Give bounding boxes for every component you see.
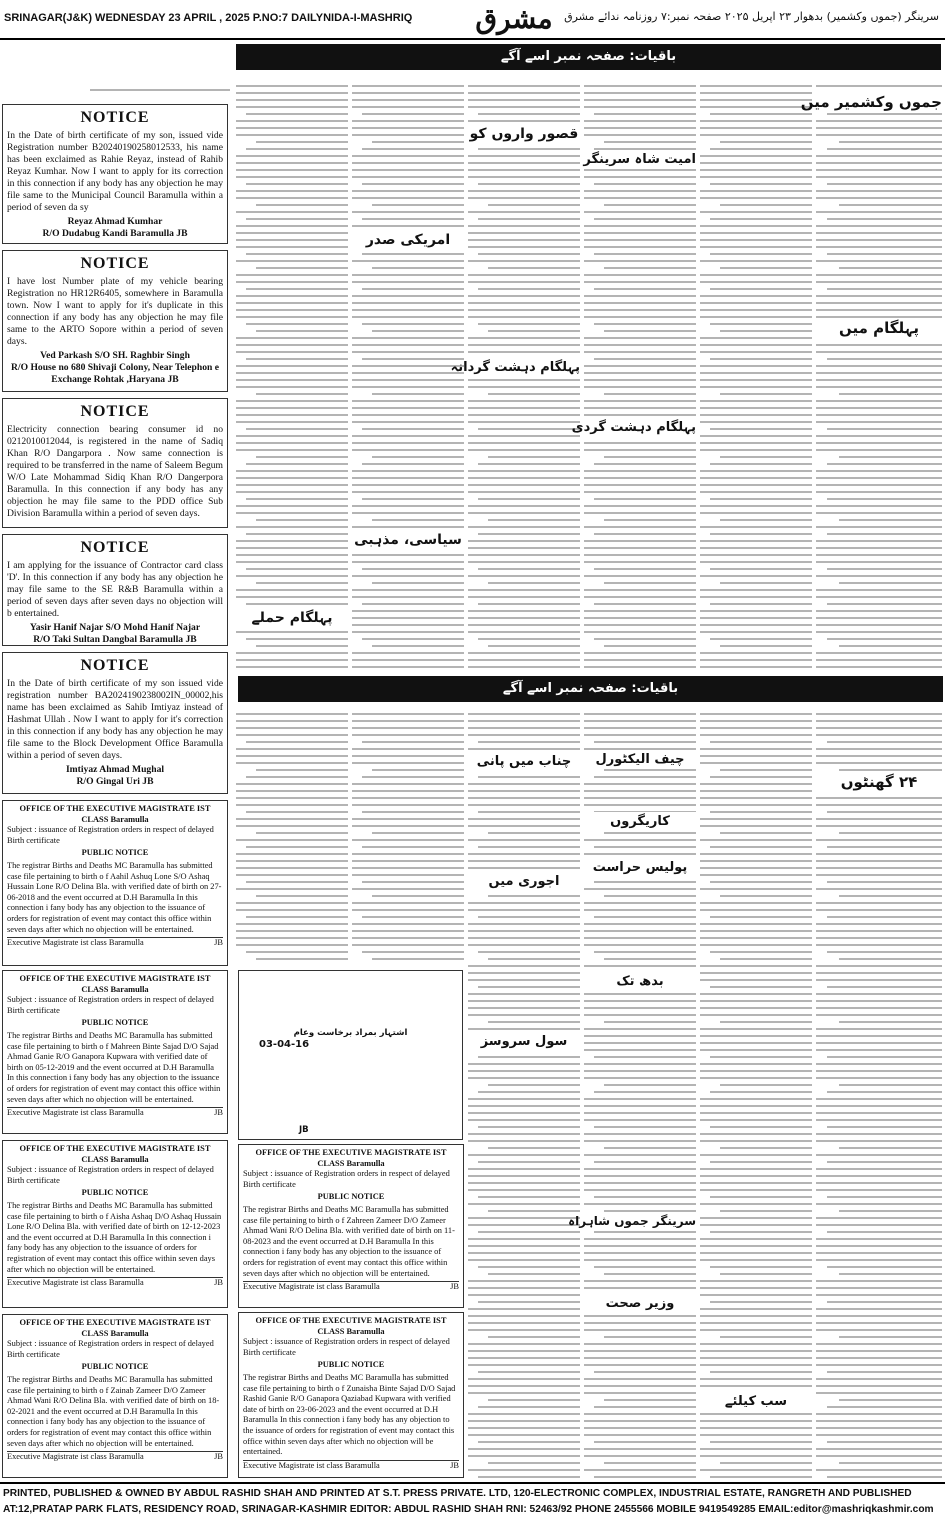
urdu-text-column [700, 80, 812, 670]
notice-1 [2, 104, 228, 244]
notice-signatory: Reyaz Ahmad Kumhar [67, 216, 163, 227]
urdu-headline: بدھ تک [584, 972, 696, 991]
notice-footer-code: JB [214, 1108, 223, 1118]
notice-heading: PUBLIC NOTICE [317, 1360, 385, 1370]
urdu-text-column [468, 708, 580, 1478]
notice-footer-office: Executive Magistrate ist class Baramulla [7, 1108, 144, 1118]
notice-footer [243, 1460, 459, 1472]
urdu-text-column [236, 80, 348, 670]
urdu-text-column [700, 708, 812, 1478]
urdu-text-column [352, 708, 464, 964]
notice-footer-code: JB [214, 1452, 223, 1462]
notice-body: The registrar Births and Deaths MC Baramulla has submitted case file pertaining to birth o f Zahreen Zameer D/O Zameer Ahmad Wani R/O Delina Bla. with verified date of birth on 11-08-2023 and the event occurred at D.H Baramulla In this connection i fany body has any objection to the issuance of orders for registration of event may contact this office within seven days after which no objection will be entertained. [243, 1204, 455, 1278]
continuation-banner-top [236, 44, 941, 70]
notice-address: R/O House no 680 Shivaji Colony, Near Telephon e Exchange Rohtak ,Haryana JB [11, 362, 219, 385]
notice-body: In the Date of birth certificate of my son issued vide registration number BA2024190238002IN_00002,his name has been exclaimed as Sahib Imtiyaz instead of Hashmat Ullah . Now I want to apply for it's correction in this connection if any body has any objection he may file same to the Block Development Office Baramulla within a period of seven days. [7, 678, 223, 761]
notice-address: R/O Taki Sultan Dangbal Baramulla JB [33, 634, 197, 645]
notice-subject: Subject : issuance of Registration orders in respect of delayed Birth certificate [7, 825, 214, 845]
urdu-text-column [816, 708, 942, 1478]
notice-body: The registrar Births and Deaths MC Baramulla has submitted case file pertaining to birth o f Zainab Zameer D/O Zameer Ahmad Wani R/O Delina Bla. with verified date of birth on 18-02-2021 and the event occurred at D.H Baramulla In this connection i fany body has any objection to the issuance of orders for registration of event may contact this office within seven days after which no objection will be entertained. [7, 1374, 220, 1448]
notice-address: R/O Dudabug Kandi Baramulla JB [42, 228, 188, 239]
executive-notice-3 [2, 1140, 228, 1308]
masthead-urdu-dateline: سرینگر (جموں وکشمیر) بدھوار ۲۳ اپریل ۲۰۲۵ صفحہ نمبر:۷ روزنامہ ندائے مشرق [564, 10, 939, 23]
notice-subject: Subject : issuance of Registration orders in respect of delayed Birth certificate [7, 995, 214, 1015]
notice-body: I have lost Number plate of my vehicle bearing Registration no HR12R6405, somewhere in Baramulla town. Now I want to apply for it's duplicate in this connection if any body has any objection he may file same to the ARTO Sopore within a period of seven days. [7, 276, 223, 347]
urdu-headline: پہلگام دہشت گردی [571, 420, 696, 435]
notice-heading: PUBLIC NOTICE [317, 1192, 385, 1202]
imprint-footer [0, 1482, 945, 1518]
notice-subject: Subject : issuance of Registration orders in respect of delayed Birth certificate [7, 1165, 214, 1185]
notice-office: OFFICE OF THE EXECUTIVE MAGISTRATE IST CLASS Baramulla [19, 974, 211, 994]
urdu-headline: سب کیلئے [700, 1392, 812, 1411]
urdu-text-column [236, 708, 348, 964]
notice-signatory: Ved Parkash S/O SH. Raghbir Singh [40, 350, 190, 361]
urdu-headline: وزیر صحت [584, 1294, 696, 1313]
notice-footer [7, 937, 223, 949]
notice-footer-office: Executive Magistrate ist class Baramulla [7, 938, 144, 948]
executive-notice-1 [2, 800, 228, 966]
notice-body: The registrar Births and Deaths MC Baramulla has submitted case file pertaining to birth o f Aisha Ashaq D/O Ashaq Hussain Lone R/O Delina Bla. with verified date of birth on 12-12-2023 and the event occurred at D.H Baramulla In this connection i fany body has any objection to the issuance of orders for registration of event may contact this office within seven days after which no objection will be entertained. [7, 1200, 222, 1274]
imprint-line-2: AT:12,PRATAP PARK FLATS, RESIDENCY ROAD, SRINAGAR-KASHMIR EDITOR: ABDUL RASHID SHAH RNI: 52463/92 PHONE 2455566 MOBILE 9419549285 EMAIL:editor@mashriqkashmir.com [3, 1504, 934, 1515]
urdu-headline: سیاسی، مذہبی [352, 530, 464, 550]
notice-footer-office: Executive Magistrate ist class Baramulla [243, 1282, 380, 1292]
newspaper-logo: مشرق [475, 2, 553, 35]
urdu-headline: پہلگام حملے [236, 608, 348, 628]
notice-subject: Subject : issuance of Registration orders in respect of delayed Birth certificate [7, 1339, 214, 1359]
notice-office: OFFICE OF THE EXECUTIVE MAGISTRATE IST CLASS Baramulla [19, 804, 211, 824]
notice-footer-code: JB [214, 1278, 223, 1288]
urdu-notice-heading: اشتہار بمراد برخاست وعام [293, 1028, 408, 1038]
notice-body: The registrar Births and Deaths MC Baramulla has submitted case file pertaining to birth o f Aahil Ashuq Lone S/O Ashaq Hussain Lone R/O Delina Bla. with verified date of birth on 27-06-2018 and the event occurred at D.H Baramulla In this connection i fany body has any objection to the issuance of orders for registration of event may contact this office within seven days after which no objection will be entertained. [7, 860, 222, 934]
notice-footer [7, 1451, 223, 1463]
notice-title: NOTICE [80, 255, 150, 272]
notice-body: In the Date of birth certificate of my son, issued vide Registration number B20240190258012533, his name has been exclaimed as Rahie Reyaz, instead of Rahib Reyaz Kumhar. Now I want to apply for its correction in this connection if any body has any objection he may file same to the Municipal Council Baramulla within a period of seven da sy [7, 130, 223, 213]
notice-footer-office: Executive Magistrate ist class Baramulla [7, 1278, 144, 1288]
urdu-headline: چیف الیکٹورل [584, 750, 696, 769]
notice-footer-code: JB [214, 938, 223, 948]
notice-heading: PUBLIC NOTICE [81, 1018, 149, 1028]
notice-office: OFFICE OF THE EXECUTIVE MAGISTRATE IST CLASS Baramulla [255, 1316, 447, 1336]
urdu-text-column [800, 80, 942, 670]
notice-footer [243, 1281, 459, 1293]
notice-body: The registrar Births and Deaths MC Baramulla has submitted case file pertaining to birth o f Zunaisha Binte Sajad D/O Sajad Rashid Ganie R/O Ganapora Qaziabad Kupwara with verified date of birth on 23-06-2023 and the event occurred at D.H Baramulla In this connection i fany body has any objection to the issuance of orders for registration of event may contact this office within seven days after which no objection will be entertained. [243, 1372, 456, 1457]
notice-office: OFFICE OF THE EXECUTIVE MAGISTRATE IST CLASS Baramulla [255, 1148, 447, 1168]
notice-heading: PUBLIC NOTICE [81, 1362, 149, 1372]
notice-body: I am applying for the issuance of Contractor card class 'D'. In this connection if any body has any objection he may file same to the SE R&B Baramulla within a period of seven days after seven days no objection will b entertained. [7, 560, 223, 619]
executive-notice-5 [238, 1144, 464, 1308]
continuation-banner-middle [238, 676, 943, 702]
notice-office: OFFICE OF THE EXECUTIVE MAGISTRATE IST CLASS Baramulla [19, 1318, 211, 1338]
executive-notice-2 [2, 970, 228, 1134]
notice-title: NOTICE [80, 109, 150, 126]
notice-5 [2, 652, 228, 794]
notice-3 [2, 398, 228, 528]
notice-4 [2, 534, 228, 646]
urdu-notice-date: 03-04-16 [259, 1039, 310, 1050]
urdu-headline: سول سروسز [468, 1032, 580, 1051]
urdu-headline: کاریگروں [584, 812, 696, 831]
notice-footer-office: Executive Magistrate ist class Baramulla [7, 1452, 144, 1462]
notice-body: Electricity connection bearing consumer id no 0212010012044, is registered in the name of Sadiq Khan R/O Dangarpora . Now same connection is required to be transferred in the name of Saleem Begum W/O Late Mohammad Sidiq Khan R/O Dangerpora Baramulla. In this connection if any body has any objection he may file same to the PDD office Sub Division Baramulla within a period of seven days. [7, 424, 223, 519]
notice-address: R/O Gingal Uri JB [76, 776, 154, 787]
notice-footer-code: JB [450, 1282, 459, 1292]
urdu-headline: امیت شاہ سرینگر [583, 152, 696, 167]
urdu-headline: اجوری میں [468, 872, 580, 891]
masthead [0, 0, 945, 40]
urdu-headline: پولیس حراست [584, 858, 696, 877]
urdu-headline: پہلگام دہشت گردانہ [450, 360, 580, 375]
urdu-notice-code: JB [299, 1125, 309, 1135]
notice-office: OFFICE OF THE EXECUTIVE MAGISTRATE IST CLASS Baramulla [19, 1144, 211, 1164]
notice-footer [7, 1107, 223, 1119]
notice-heading: PUBLIC NOTICE [81, 1188, 149, 1198]
urdu-text-column [90, 84, 230, 94]
urdu-public-notice [238, 970, 463, 1140]
banner-middle-text: باقیات: صفحہ نمبر اسے آگے [502, 681, 679, 696]
urdu-headline: چناب میں پانی [468, 752, 580, 771]
notice-title: NOTICE [80, 403, 150, 420]
notice-signatory: Yasir Hanif Najar S/O Mohd Hanif Najar [29, 622, 201, 633]
executive-notice-6 [238, 1312, 464, 1478]
notice-title: NOTICE [80, 657, 150, 674]
notice-2 [2, 250, 228, 392]
notice-body: The registrar Births and Deaths MC Baramulla has submitted case file pertaining to birth o f Mahreen Binte Sajad D/O Sajad Ahmad Ganie R/O Ganapora Kupwara with verified date of birth on 05-12-2019 and the event occurred at D.H Baramulla In this connection i fany body has any objection to the issuance of orders for registration of event may contact this office within seven days after which no objection will be entertained. [7, 1030, 221, 1104]
executive-notice-4 [2, 1314, 228, 1478]
masthead-dateline: SRINAGAR(J&K) WEDNESDAY 23 APRIL , 2025 P.NO:7 DAILYNIDA-I-MASHRIQ [4, 12, 413, 24]
notice-subject: Subject : issuance of Registration orders in respect of delayed Birth certificate [243, 1337, 450, 1357]
urdu-headline: سرینگر جموں شاہراہ [568, 1214, 696, 1228]
notice-footer-office: Executive Magistrate ist class Baramulla [243, 1460, 380, 1470]
notice-footer [7, 1277, 223, 1289]
urdu-headline: ۲۴ گھنٹوں [816, 772, 942, 793]
urdu-headline: جموں وکشمیر میں [800, 93, 942, 111]
urdu-text-column [352, 80, 464, 670]
notice-subject: Subject : issuance of Registration orders in respect of delayed Birth certificate [243, 1169, 450, 1189]
notice-footer-code: JB [450, 1460, 459, 1470]
banner-top-text: باقیات: صفحہ نمبر اسے آگے [500, 49, 677, 64]
urdu-headline: پہلگام میں [816, 318, 942, 339]
imprint-line-1: PRINTED, PUBLISHED & OWNED BY ABDUL RASHID SHAH AND PRINTED AT S.T. PRESS PRIVATE. LTD, 120-ELECTRONIC COMPLEX, INDUSTRIAL ESTATE, RANGRETH AND PUBLISHED [3, 1488, 912, 1499]
notice-heading: PUBLIC NOTICE [81, 848, 149, 858]
urdu-headline: امریکی صدر [352, 230, 464, 250]
notice-signatory: Imtiyaz Ahmad Mughal [65, 764, 165, 775]
notice-title: NOTICE [80, 539, 150, 556]
urdu-headline: قصور واروں کو [469, 126, 579, 142]
